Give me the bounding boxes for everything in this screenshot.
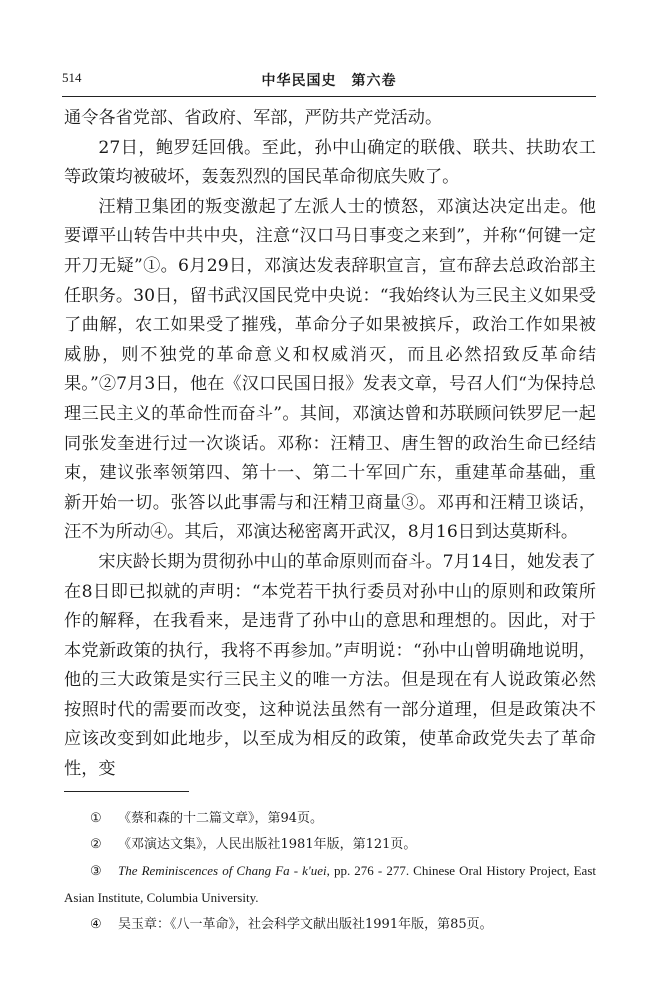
footnote-rule	[64, 791, 189, 792]
footnote-ref-3: ③	[401, 492, 420, 513]
paragraph-3	[64, 193, 596, 548]
paragraph-3-part-b: 。6月29日，邓演达发表辞职宣言，宣布辞去总政治部主任职务。30日，留书武汉国民党中央说：“我始终认为三民主义如果受了曲解，农工如果受了摧残，革命分子如果被摈斥，政治工作如果被威胁，则不独党的革命意义和权威消灭，而且必然招致反革命结果。”	[64, 255, 596, 395]
footnote-text: 吴玉章：《八一革命》，社会科学文献出版社1991年版，第85页。	[118, 917, 493, 932]
page-header	[62, 70, 596, 92]
paragraph-1: 通令各省党部、省政府、军部，严防共产党活动。	[64, 108, 443, 128]
running-title: 中华民国史 第六卷	[261, 73, 397, 89]
footnote-text: 《邓演达文集》，人民出版社1981年版，第121页。	[118, 837, 417, 852]
paragraph-3-part-a: 汪精卫集团的叛变激起了左派人士的愤怒，邓演达决定出走。他要谭平山转告中共中央，注意“汉口马日事变之来到”，并称“何键一定开刀无疑”	[64, 196, 596, 276]
paragraph-4: 宋庆龄长期为贯彻孙中山的革命原则而奋斗。7月14日，她发表了在8日即已拟就的声明：“本党若干执行委员对孙中山的原则和政策所作的解释，在我看来，是违背了孙中山的意思和理想的。因此，对于本党新政策的执行，我将不再参加。”声明说：“孙中山曾明确地说明，他的三大政策是实行三民主义的唯一方法。但是现在有人说政策必然按照时代的需要而改变，这种说法虽然有一部分道理，但是政策决不应该改变到如此地步，以至成为相反的政策，使革命政党失去了革命性，变	[64, 551, 596, 780]
footnote-4	[64, 912, 596, 938]
page-number: 514	[62, 70, 82, 85]
footnote-mark: ①	[90, 811, 102, 826]
footnote-ref-2: ②	[98, 374, 117, 395]
footnotes	[64, 806, 596, 938]
footnote-3	[64, 858, 596, 912]
paragraph-3-part-d: 。邓再和汪精卫谈话，汪不为所动	[64, 492, 596, 543]
footnote-book-title: The Reminiscences of Chang Fa - k'uei	[118, 863, 327, 878]
footnote-mark: ④	[90, 917, 102, 932]
footnote-ref-1: ①	[142, 255, 161, 276]
body-text	[64, 104, 596, 785]
footnote-2	[64, 832, 596, 858]
footnote-text: 《蔡和森的十二篇文章》，第94页。	[118, 811, 324, 826]
paragraph-2: 27日，鲍罗廷回俄。至此，孙中山确定的联俄、联共、扶助农工等政策均被破坏，轰轰烈烈的国民革命彻底失败了。	[64, 137, 596, 188]
footnote-ref-4: ④	[149, 522, 168, 543]
footnote-text: , pp. 276 - 277. Chinese Oral History Project, East Asian Institute, Columbia University.	[64, 863, 596, 905]
header-rule	[62, 96, 596, 97]
footnote-mark: ②	[90, 837, 102, 852]
footnote-mark: ③	[90, 864, 102, 879]
paragraph-3-part-c: 7月3日，他在《汉口民国日报》发表文章，号召人们“为保持总理三民主义的革命性而奋斗”。其间，邓演达曾和苏联顾问铁罗尼一起同张发奎进行过一次谈话。邓称：汪精卫、唐生智的政治生命已经结束，建议张率领第四、第十一、第二十军回广东，重建革命基础，重新开始一切。张答以此事需与和汪精卫商量	[64, 374, 596, 513]
footnote-1	[64, 806, 596, 832]
paragraph-3-part-e: 。其后，邓演达秘密离开武汉，8月16日到达莫斯科。	[167, 522, 579, 543]
